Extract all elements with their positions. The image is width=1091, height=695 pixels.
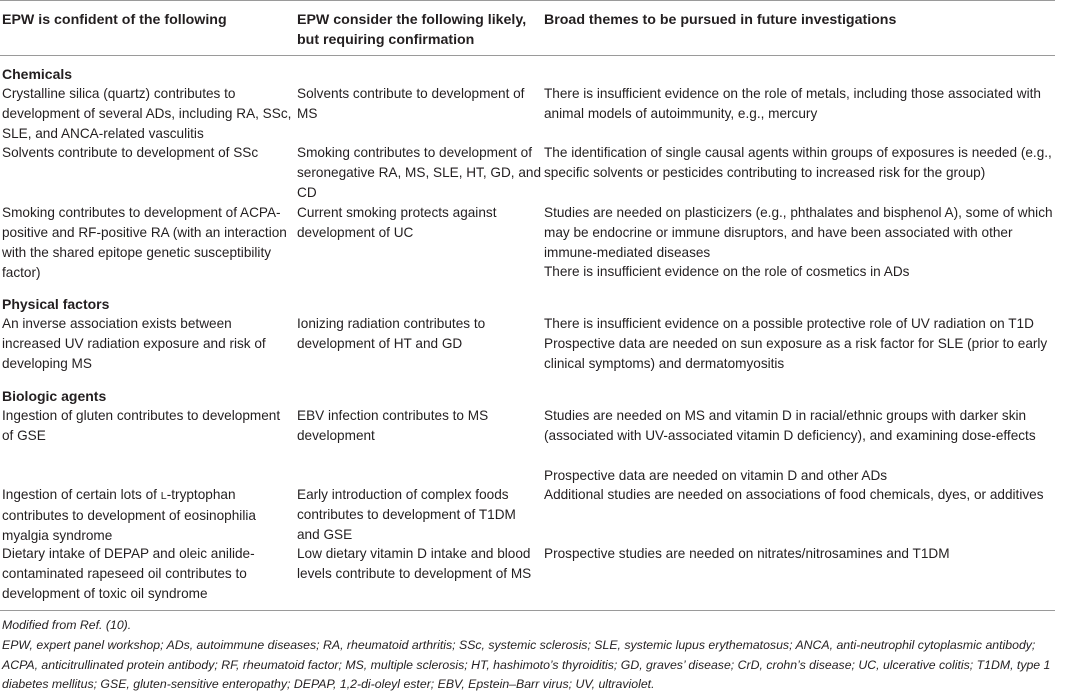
row-smoking-col3-extra: There is insufficient evidence on the role of cosmetics in ADs	[544, 264, 910, 279]
row-gluten-col1: Ingestion of gluten contributes to development of GSE	[2, 408, 281, 443]
row-smoking-col3: Studies are needed on plasticizers (e.g., phthalates and bisphenol A), some of which may be endocrine or immune disruptors, and have been associated with other immune-mediated diseases	[544, 205, 1053, 260]
row-uv-col2: Ionizing radiation contributes to development of HT and GD	[297, 316, 486, 351]
footnote-abbreviations: EPW, expert panel workshop; ADs, autoimmune diseases; RA, rheumatoid arthritis; SSc, systemic sclerosis; SLE, systemic lupus erythematosus; ANCA, anti-neutrophil cytoplasmic antibody; ACPA, anticitrullinated protein antibody; RF, rheumatoid factor; MS, multiple sclerosis; HT, hashimoto’s thyroiditis; GD, graves’ disease; CrD, crohn’s disease; UC, ulcerative colitis; T1DM, type 1 diabetes mellitus; GSE, gluten-sensitive enteropathy; DEPAP, 1,2-di-oleyl ester; EBV, Epstein–Barr virus; UV, ultraviolet.	[2, 638, 1051, 691]
category-biologic-agents: Biologic agents	[2, 388, 107, 404]
row-silica-col3: There is insufficient evidence on the role of metals, including those associated with animal models of autoimmunity, e.g., mercury	[544, 86, 1041, 121]
footnote-ref-link[interactable]: 10	[109, 618, 124, 632]
row-tryptophan-col1	[2, 485, 292, 546]
header-col-confident: EPW is confident of the following	[2, 12, 227, 28]
row-smoking-col1: Smoking contributes to development of ACPA-positive and RF-positive RA (with an interaction with the shared epitope genetic susceptibility factor)	[2, 205, 287, 280]
row-silica-col2: Solvents contribute to development of MS	[297, 86, 525, 121]
row-depap-col3: Prospective studies are needed on nitrates/nitrosamines and T1DM	[544, 546, 950, 561]
tryptophan-text-pre: Ingestion of certain lots of	[2, 487, 161, 502]
row-depap-col2: Low dietary vitamin D intake and blood levels contribute to development of MS	[297, 546, 532, 581]
table-top-rule	[0, 0, 1055, 1]
row-silica-col1: Crystalline silica (quartz) contributes to development of several ADs, including RA, SSc, SLE, and ANCA-related vasculitis	[2, 86, 292, 141]
header-col-themes: Broad themes to be pursued in future investigations	[544, 12, 897, 28]
row-tryptophan-col2: Early introduction of complex foods contributes to development of T1DM and GSE	[297, 487, 516, 542]
category-physical-factors: Physical factors	[2, 296, 110, 312]
header-col-likely: EPW consider the following likely, but requiring confirmation	[297, 12, 527, 48]
table-header-rule	[0, 55, 1055, 56]
row-solvents-col3: The identification of single causal agents within groups of exposures is needed (e.g., specific solvents or pesticides contributing to increased risk for the group)	[544, 145, 1052, 180]
row-smoking-col2: Current smoking protects against development of UC	[297, 205, 497, 240]
category-chemicals: Chemicals	[2, 66, 73, 82]
row-uv-col3-extra: Prospective data are needed on sun exposure as a risk factor for SLE (prior to early clinical symptoms) and dermatomyositis	[544, 336, 1048, 371]
row-gluten-col3: Studies are needed on MS and vitamin D in racial/ethnic groups with darker skin (associated with UV-associated vitamin D deficiency), and examining dose-effects	[544, 408, 1036, 443]
tryptophan-smallcaps-l: L	[160, 490, 167, 502]
row-tryptophan-col3: Additional studies are needed on associations of food chemicals, dyes, or additives	[544, 487, 1044, 502]
footnote-source-pre: Modified from Ref. (	[2, 618, 110, 632]
row-gluten-col3-extra: Prospective data are needed on vitamin D and other ADs	[544, 468, 888, 483]
row-solvents-col1: Solvents contribute to development of SSc	[2, 145, 259, 160]
footnote-source	[2, 616, 1052, 636]
row-depap-col1: Dietary intake of DEPAP and oleic anilide-contaminated rapeseed oil contributes to development of toxic oil syndrome	[2, 546, 255, 601]
row-gluten-col2: EBV infection contributes to MS development	[297, 408, 489, 443]
row-solvents-col2: Smoking contributes to development of seronegative RA, MS, SLE, HT, GD, and CD	[297, 145, 542, 200]
footnote-source-post: ).	[123, 618, 132, 632]
tryptophan-text-post: -tryptophan contributes to development of eosinophilia myalgia syndrome	[2, 487, 256, 543]
row-uv-col3: There is insufficient evidence on a possible protective role of UV radiation on T1D	[544, 316, 1034, 331]
row-uv-col1: An inverse association exists between increased UV radiation exposure and risk of developing MS	[2, 316, 266, 371]
table-bottom-rule	[0, 610, 1055, 611]
